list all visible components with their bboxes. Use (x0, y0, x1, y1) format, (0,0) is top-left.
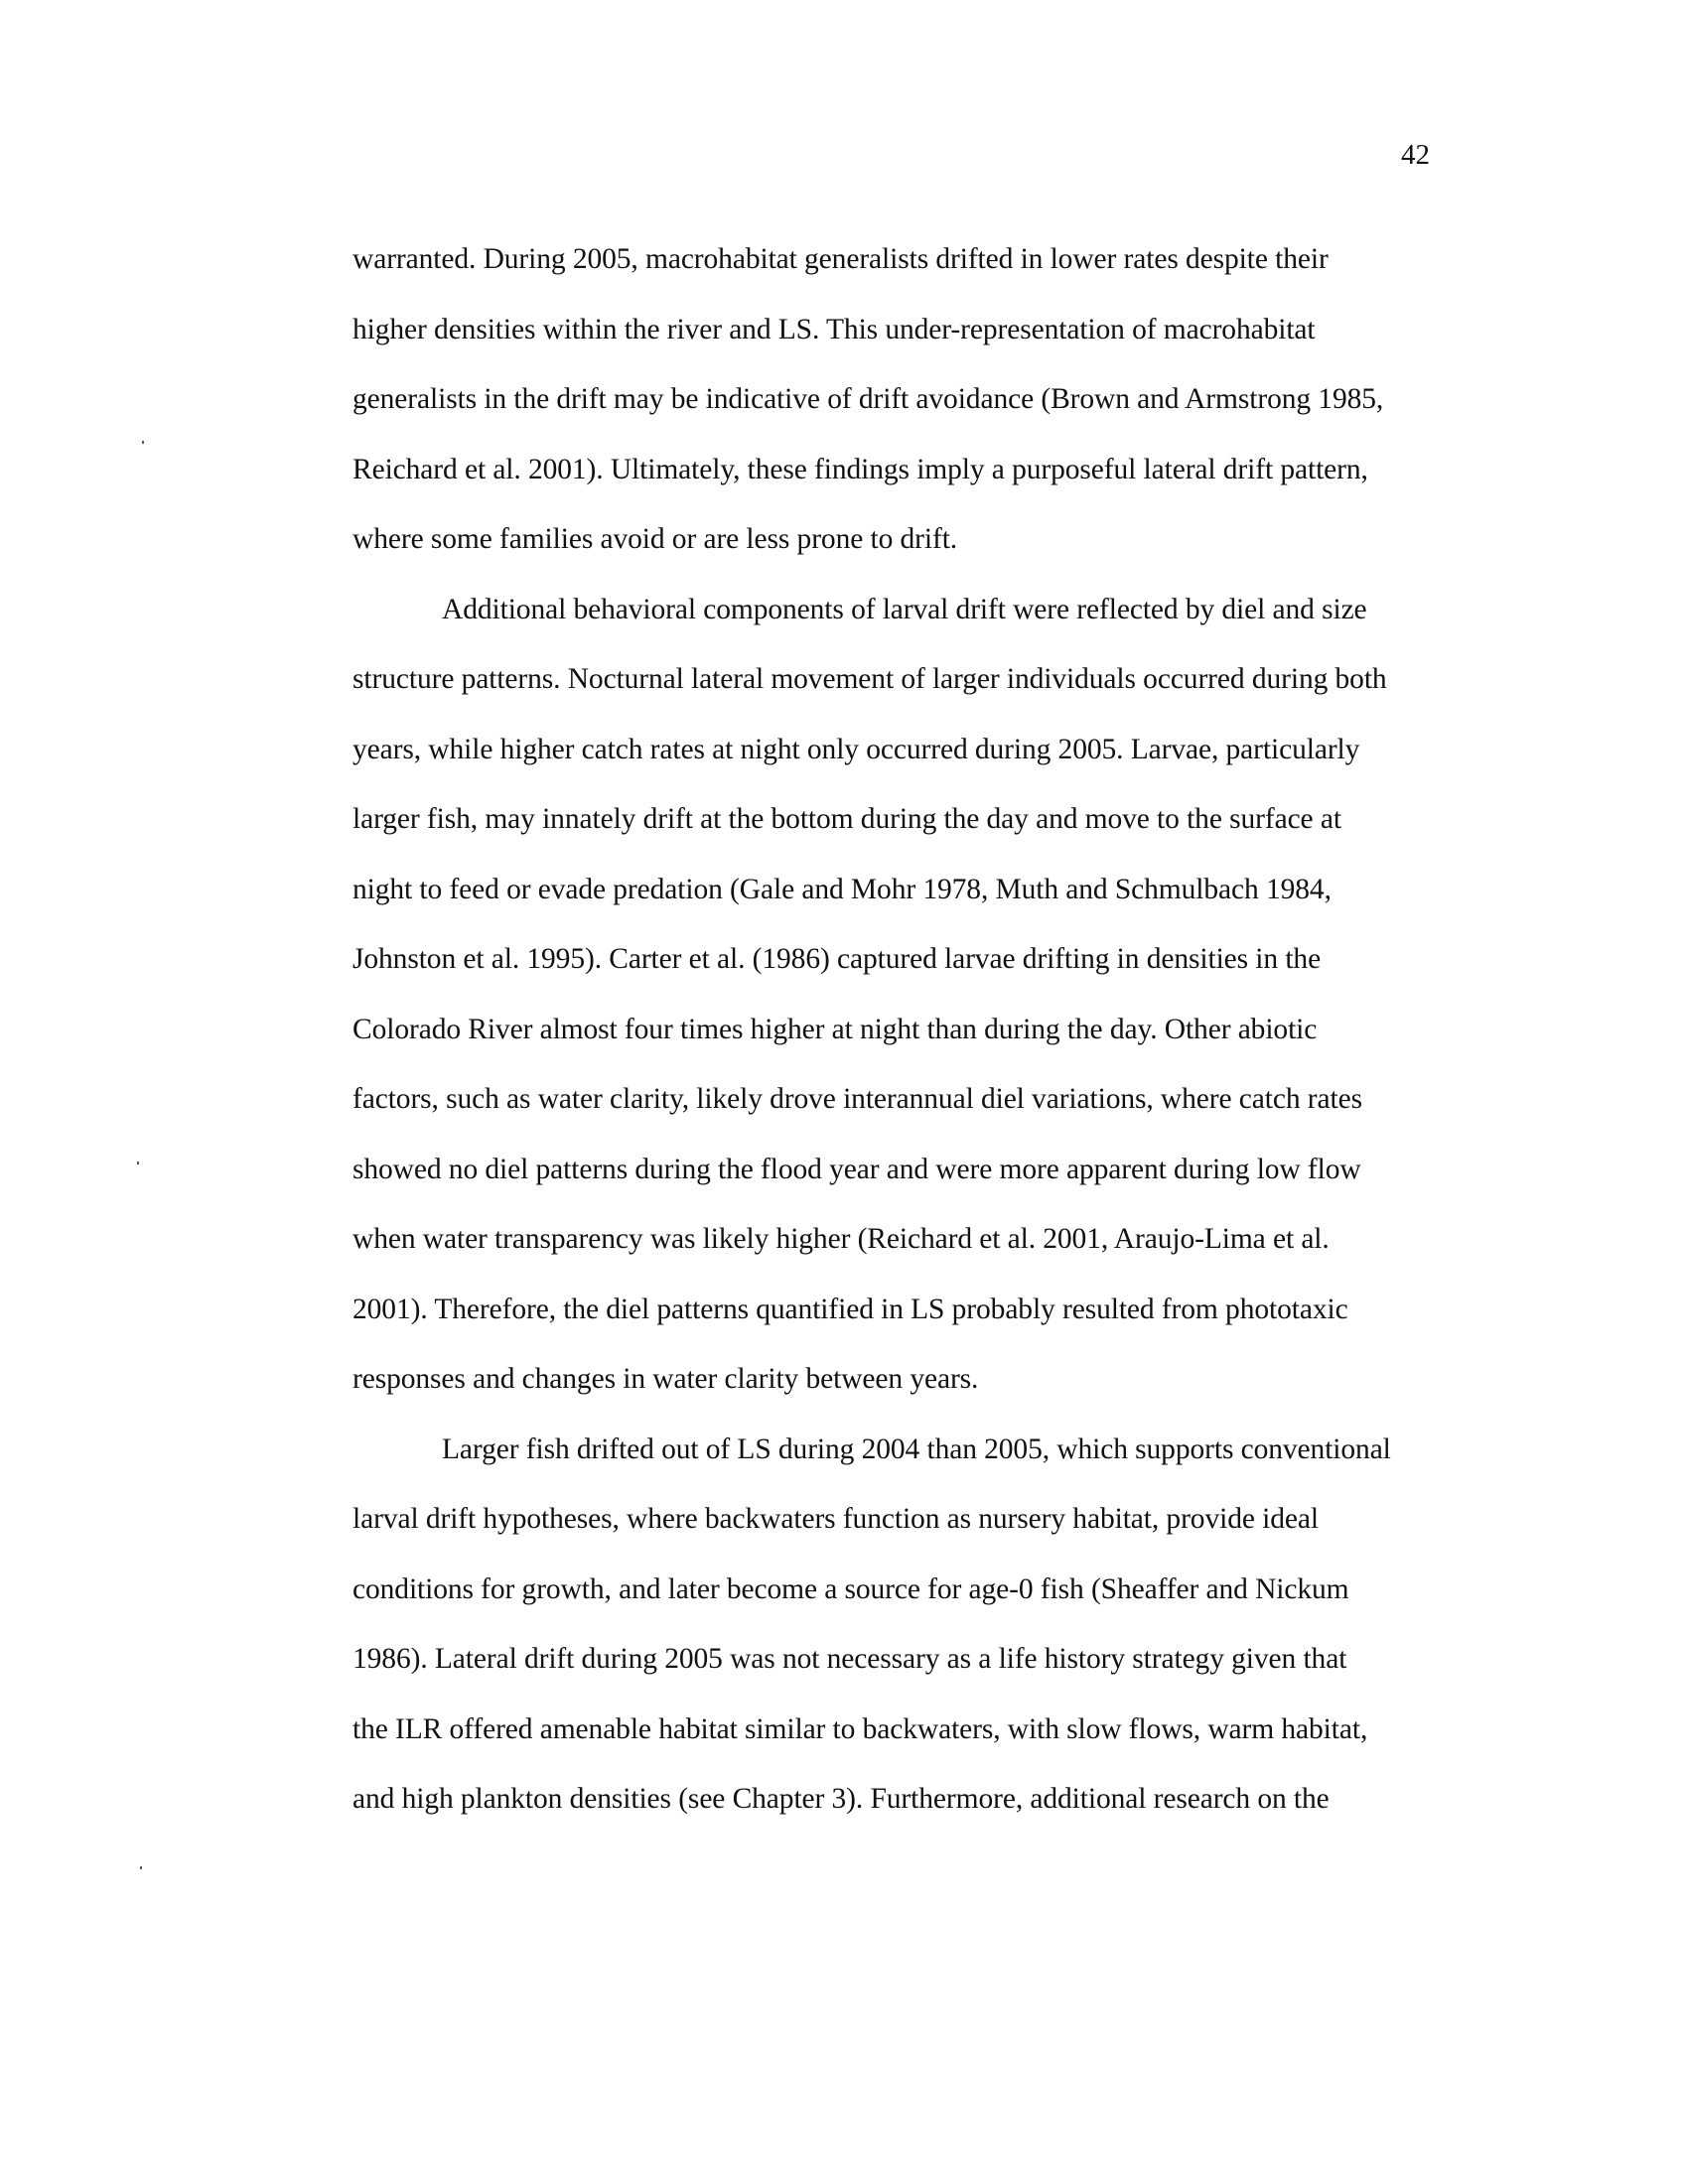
paragraph-2 (352, 575, 1440, 1415)
text-line: conditions for growth, and later become a source for age-0 fish (Sheaffer and Nickum (352, 1572, 1349, 1605)
text-line: night to feed or evade predation (Gale and Mohr 1978, Muth and Schmulbach 1984, (352, 873, 1332, 905)
scan-speck (142, 441, 144, 444)
text-line: years, while higher catch rates at night only occurred during 2005. Larvae, particularly (352, 733, 1360, 765)
text-line: 2001). Therefore, the diel patterns quantified in LS probably resulted from phototaxic (352, 1293, 1348, 1325)
text-line: Colorado River almost four times higher at night than during the day. Other abiotic (352, 1013, 1318, 1045)
text-line: where some families avoid or are less prone to drift. (352, 523, 958, 555)
page-number: 42 (1401, 139, 1430, 171)
text-line: when water transparency was likely higher (Reichard et al. 2001, Araujo-Lima et al. (352, 1223, 1330, 1255)
text-line: higher densities within the river and LS. This under-representation of macrohabitat (352, 313, 1316, 345)
text-line: Reichard et al. 2001). Ultimately, these findings imply a purposeful lateral drift pattern, (352, 453, 1368, 485)
text-line: Johnston et al. 1995). Carter et al. (1986) captured larvae drifting in densities in the (352, 943, 1322, 975)
paragraph-3 (352, 1415, 1440, 1835)
text-line: larger fish, may innately drift at the bottom during the day and move to the surface at (352, 803, 1341, 835)
text-line: and high plankton densities (see Chapter 3). Furthermore, additional research on the (352, 1783, 1330, 1815)
text-line: Additional behavioral components of larval drift were reflected by diel and size (442, 593, 1367, 625)
text-line: larval drift hypotheses, where backwaters function as nursery habitat, provide ideal (352, 1503, 1319, 1535)
text-line: factors, such as water clarity, likely drove interannual diel variations, where catch rates (352, 1083, 1362, 1115)
body-text (352, 224, 1440, 1835)
text-line: responses and changes in water clarity between years. (352, 1363, 979, 1395)
scan-speck (140, 1866, 142, 1869)
text-line: 1986). Lateral drift during 2005 was not necessary as a life history strategy given that (352, 1643, 1347, 1675)
text-line: generalists in the drift may be indicative of drift avoidance (Brown and Armstrong 1985, (352, 383, 1384, 415)
text-line: warranted. During 2005, macrohabitat generalists drifted in lower rates despite their (352, 243, 1329, 275)
text-line: structure patterns. Nocturnal lateral movement of larger individuals occurred during both (352, 663, 1387, 695)
text-line: Larger fish drifted out of LS during 2004 than 2005, which supports conventional (442, 1433, 1391, 1465)
text-line: the ILR offered amenable habitat similar to backwaters, with slow flows, warm habitat, (352, 1712, 1368, 1745)
text-line: showed no diel patterns during the flood year and were more apparent during low flow (352, 1153, 1361, 1185)
scan-speck (137, 1161, 139, 1164)
paragraph-1 (352, 224, 1440, 575)
